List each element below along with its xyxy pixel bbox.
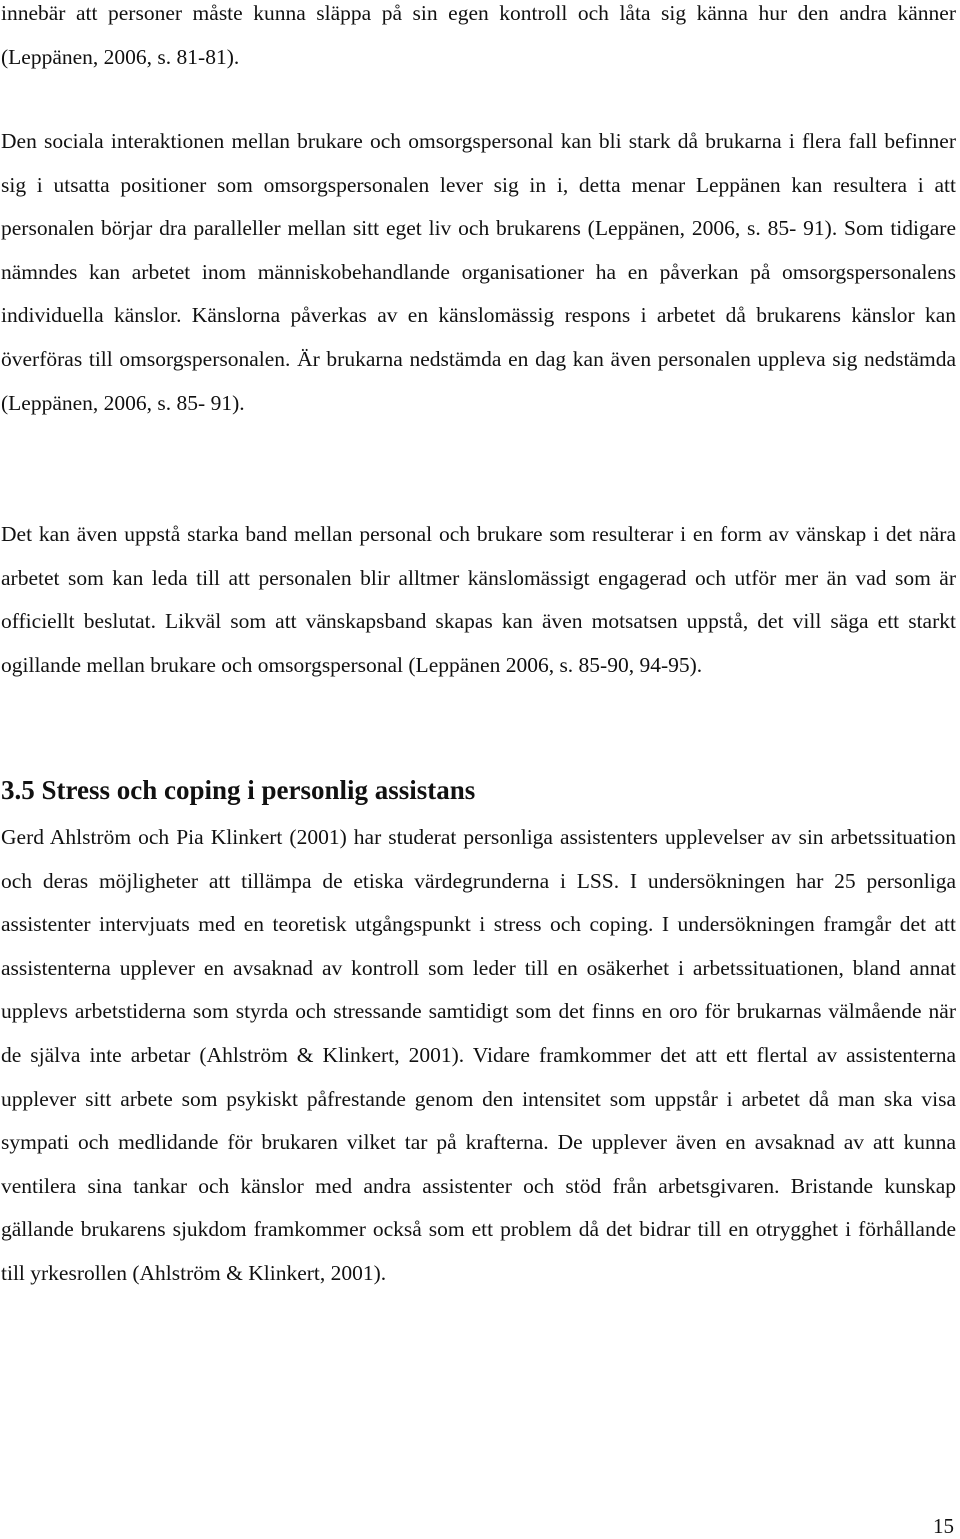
paragraph-stress-coping: Gerd Ahlström och Pia Klinkert (2001) har studerat personliga assistenters upplevelser av sin arbetssituation och deras möjligheter att tillämpa de etiska värdegrunderna i LSS. I undersökningen har 25 personliga assistenter intervjuats med en teoretisk utgångspunkt i stress och coping. I undersökningen framgår det att assistenterna upplever en avsaknad av kontroll som leder till en osäkerhet i arbetssituationen, bland annat upplevs arbetstiderna som styrda och stressande samtidigt som det finns en oro för brukarnas välmående när de själva inte arbetar (Ahlström & Klinkert, 2001). Vidare framkommer det att ett flertal av assistenterna upplever sitt arbete som psykiskt påfrestande genom den intensitet som uppstår i arbetet då man ska visa sympati och medlidande för brukaren vilket tar på krafterna. De upplever även en avsaknad av att kunna ventilera sina tankar och känslor med andra assistenter och stöd från arbetsgivaren. Bristande kunskap gällande brukarens sjukdom framkommer också som ett problem då det bidrar till en otrygghet i förhållande till yrkesrollen (Ahlström & Klinkert, 2001). bbox=[1, 825, 956, 1285]
section-heading: 3.5 Stress och coping i personlig assistans bbox=[1, 775, 476, 805]
paragraph-strong-bonds: Det kan även uppstå starka band mellan personal och brukare som resulterar i en form av vänskap i det nära arbetet som kan leda till att personalen blir alltmer känslomässigt engagerad och utför mer än vad som är officiellt beslutat. Likväl som att vänskapsband skapas kan även motsatsen uppstå, det vill säga ett starkt ogillande mellan brukare och omsorgspersonal (Leppänen 2006, s. 85-90, 94-95). bbox=[1, 522, 956, 677]
paragraph-continuation: innebär att personer måste kunna släppa på sin egen kontroll och låta sig känna hur den andra känner (Leppänen, 2006, s. 81-81). bbox=[1, 1, 956, 69]
page-number: 15 bbox=[933, 1514, 954, 1538]
paragraph-social-interaction: Den sociala interaktionen mellan brukare och omsorgspersonal kan bli stark då brukarna i flera fall befinner sig i utsatta positioner som omsorgspersonalen lever sig in i, detta menar Leppänen kan resultera i att personalen börjar dra paralleller mellan sitt eget liv och brukarens (Leppänen, 2006, s. 85- 91). Som tidigare nämndes kan arbetet inom människobehandlande organisationer ha en påverkan på omsorgspersonalens individuella känslor. Känslorna påverkas av en känslomässig respons i arbetet då brukarens känslor kan överföras till omsorgspersonalen. Är brukarna nedstämda en dag kan även personalen uppleva sig nedstämda (Leppänen, 2006, s. 85- 91). bbox=[1, 129, 956, 415]
